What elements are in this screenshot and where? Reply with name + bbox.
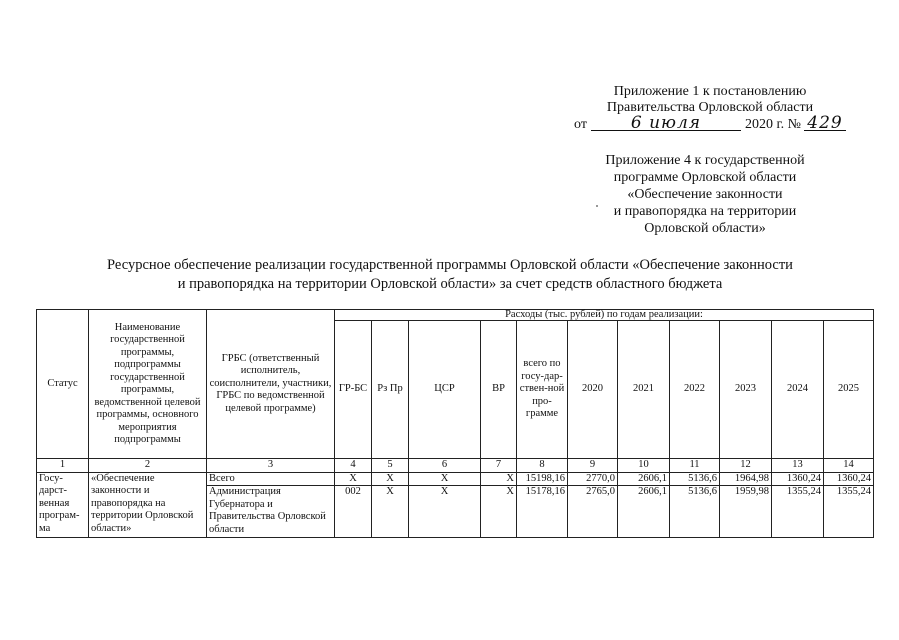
grbs-cell: Администрация Губернатора и Правительства Орловской области [207, 486, 335, 538]
header-status: Статус [37, 310, 89, 459]
date-year: 2020 г. № [744, 117, 801, 132]
appendix-4-line2: программе Орловской области [613, 170, 797, 185]
gr-bs-cell: 002 [335, 486, 372, 538]
header-gr-bs: ГР-БС [335, 321, 372, 459]
grbs-cell: Всего [207, 472, 335, 486]
column-number: 9 [568, 459, 618, 473]
y2025-cell: 1355,24 [824, 486, 874, 538]
appendix-1-line2: Правительства Орловской области [606, 100, 814, 115]
header-2023: 2023 [720, 321, 772, 459]
column-number-row [37, 459, 874, 473]
document-title [60, 256, 840, 294]
column-number: 5 [372, 459, 409, 473]
column-number: 3 [207, 459, 335, 473]
vr-cell: Х [481, 472, 517, 486]
y2022-cell: 5136,6 [670, 486, 720, 538]
y2023-cell: 1964,98 [720, 472, 772, 486]
appendix-4-line5: Орловской области» [644, 221, 766, 236]
header-2025: 2025 [824, 321, 874, 459]
appendix-4-line4: и правопорядка на территории [613, 204, 797, 219]
y2023-cell: 1959,98 [720, 486, 772, 538]
header-grbs: ГРБС (ответственный исполнитель, соисполнители, участники, ГРБС по ведомственной целевой программе) [207, 310, 335, 459]
column-number: 14 [824, 459, 874, 473]
title-line1: Ресурсное обеспечение реализации государственной программы Орловской области «Обеспечение законности [107, 257, 793, 273]
appendix-4-block [570, 152, 840, 237]
handwritten-date: 6 июля [591, 116, 741, 131]
column-number: 13 [772, 459, 824, 473]
vr-cell: Х [481, 486, 517, 538]
y2020-cell: 2765,0 [568, 486, 618, 538]
header-2021: 2021 [618, 321, 670, 459]
table-row [37, 472, 874, 486]
header-vr: ВР [481, 321, 517, 459]
header-2022: 2022 [670, 321, 720, 459]
y2024-cell: 1360,24 [772, 472, 824, 486]
header-total: всего по госу-дар-ствен-ной про-грамме [517, 321, 568, 459]
y2021-cell: 2606,1 [618, 486, 670, 538]
total-cell: 15178,16 [517, 486, 568, 538]
column-number: 1 [37, 459, 89, 473]
csr-cell: Х [409, 486, 481, 538]
y2025-cell: 1360,24 [824, 472, 874, 486]
y2022-cell: 5136,6 [670, 472, 720, 486]
column-number: 2 [89, 459, 207, 473]
column-number: 10 [618, 459, 670, 473]
y2024-cell: 1355,24 [772, 486, 824, 538]
scan-speck [596, 205, 598, 207]
header-expenses: Расходы (тыс. рублей) по годам реализации: [335, 310, 874, 321]
appendix-4-line1: Приложение 4 к государственной [605, 153, 805, 168]
resource-table [36, 309, 874, 538]
appendix-1-date-row [560, 113, 860, 133]
header-rz-pr: Рз Пр [372, 321, 409, 459]
column-number: 8 [517, 459, 568, 473]
column-number: 12 [720, 459, 772, 473]
date-prefix: от [574, 117, 587, 132]
column-number: 6 [409, 459, 481, 473]
status-cell: Госу-дарст-венная програм-ма [37, 472, 89, 538]
column-number: 7 [481, 459, 517, 473]
appendix-1-block [560, 84, 860, 133]
rz-pr-cell: Х [372, 486, 409, 538]
column-number: 11 [670, 459, 720, 473]
gr-bs-cell: Х [335, 472, 372, 486]
program-name-cell: «Обеспечение законности и правопорядка на территории Орловской области» [89, 472, 207, 538]
appendix-1-line1: Приложение 1 к постановлению [613, 84, 807, 99]
y2021-cell: 2606,1 [618, 472, 670, 486]
title-line2: и правопорядка на территории Орловской области» за счет средств областного бюджета [177, 276, 723, 292]
header-2024: 2024 [772, 321, 824, 459]
y2020-cell: 2770,0 [568, 472, 618, 486]
column-number: 4 [335, 459, 372, 473]
appendix-4-line3: «Обеспечение законности [627, 187, 783, 202]
header-name: Наименование государственной программы, подпрограммы государственной программы, ведомственной целевой программы, основного мероприятия подпрограммы [89, 310, 207, 459]
csr-cell: Х [409, 472, 481, 486]
rz-pr-cell: Х [372, 472, 409, 486]
header-2020: 2020 [568, 321, 618, 459]
total-cell: 15198,16 [517, 472, 568, 486]
header-csr: ЦСР [409, 321, 481, 459]
handwritten-number: 429 [804, 116, 846, 131]
